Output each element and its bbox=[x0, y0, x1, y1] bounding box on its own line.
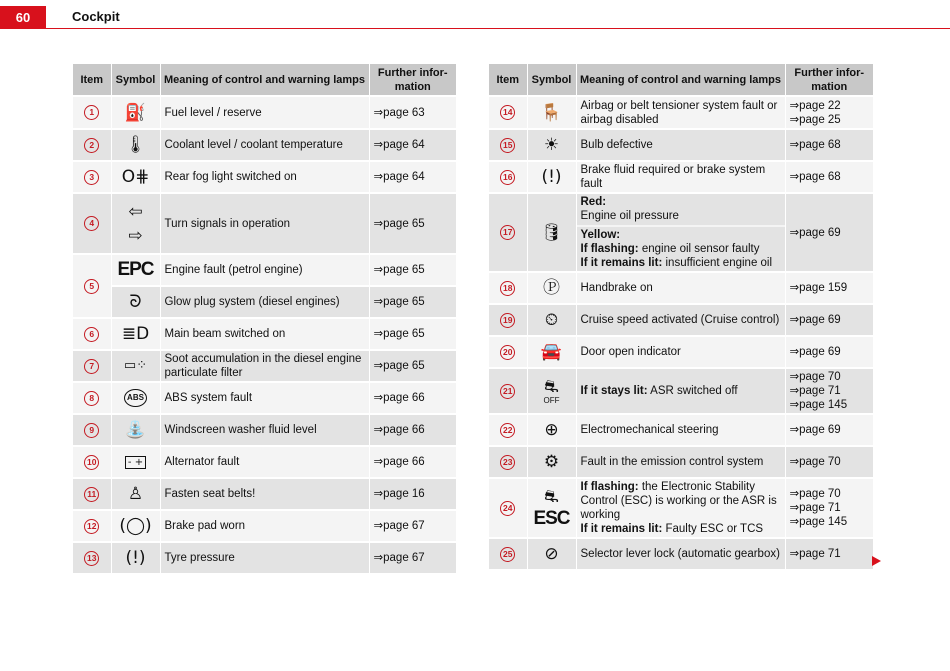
meaning-text: ABS system fault bbox=[160, 382, 369, 414]
remains-lit-text: insufficient engine oil bbox=[662, 257, 773, 269]
esc-icon: ESC bbox=[533, 508, 570, 529]
page-reference[interactable]: ⇒page 69 bbox=[785, 193, 873, 272]
column-header-further: Further infor-mation bbox=[369, 64, 456, 96]
meaning-text: Soot accumulation in the diesel engine particulate filter bbox=[160, 350, 369, 382]
page-number: 60 bbox=[0, 6, 46, 29]
page-reference[interactable]: ⇒page 70 bbox=[789, 371, 841, 383]
table-row bbox=[489, 96, 873, 129]
fuel-pump-icon: ⛽ bbox=[124, 102, 147, 123]
red-text: Engine oil pressure bbox=[580, 210, 679, 222]
meaning-text: Glow plug system (diesel engines) bbox=[160, 286, 369, 318]
table-row bbox=[489, 161, 873, 193]
brake-pad-icon: (◯) bbox=[119, 516, 152, 536]
meaning-text: Coolant level / coolant temperature bbox=[160, 129, 369, 161]
meaning-text: Fuel level / reserve bbox=[160, 96, 369, 129]
table-row bbox=[73, 446, 456, 478]
warning-lamps-table-right bbox=[489, 64, 873, 571]
bulb-icon: ☀ bbox=[543, 135, 560, 155]
page-reference[interactable]: ⇒page 145 bbox=[789, 516, 848, 528]
page-reference[interactable]: ⇒page 25 bbox=[789, 113, 841, 126]
traction-control-icon: ⛐ bbox=[544, 487, 559, 507]
glow-plug-icon: ᘐ bbox=[129, 292, 142, 312]
table-row bbox=[73, 350, 456, 382]
item-number: 15 bbox=[500, 138, 515, 153]
column-header-meaning: Meaning of control and warning lamps bbox=[576, 64, 785, 96]
item-number: 12 bbox=[84, 519, 99, 534]
item-number: 4 bbox=[84, 216, 99, 231]
item-number: 18 bbox=[500, 281, 515, 296]
meaning-text: Fasten seat belts! bbox=[160, 478, 369, 510]
meaning-text: Turn signals in operation bbox=[160, 193, 369, 254]
table-row bbox=[489, 368, 873, 414]
item-number: 10 bbox=[84, 455, 99, 470]
item-number: 11 bbox=[84, 487, 99, 502]
page-reference[interactable]: ⇒page 71 bbox=[785, 538, 873, 570]
page-reference[interactable]: ⇒page 67 bbox=[369, 510, 456, 542]
item-number: 17 bbox=[500, 225, 515, 240]
item-number: 2 bbox=[84, 138, 99, 153]
meaning-text: Rear fog light switched on bbox=[160, 161, 369, 193]
meaning-text: Handbrake on bbox=[576, 272, 785, 304]
item-number: 25 bbox=[500, 547, 515, 562]
page-reference[interactable]: ⇒page 65 bbox=[369, 193, 456, 254]
page-reference[interactable]: ⇒page 63 bbox=[369, 96, 456, 129]
oil-can-icon: 🛢 bbox=[540, 222, 563, 243]
meaning-text: Cruise speed activated (Cruise control) bbox=[576, 304, 785, 336]
table-row bbox=[73, 193, 456, 254]
table-row bbox=[73, 286, 456, 318]
selector-lock-icon: ⊘ bbox=[544, 544, 559, 564]
item-number: 6 bbox=[84, 327, 99, 342]
page-reference[interactable]: ⇒page 71 bbox=[789, 502, 841, 514]
page-reference[interactable]: ⇒page 66 bbox=[369, 382, 456, 414]
red-label: Red: bbox=[580, 196, 607, 208]
column-header-further: Further infor-mation bbox=[785, 64, 873, 96]
table-row bbox=[73, 478, 456, 510]
flashing-text: the Electronic Stability Control (ESC) is working or the ASR is working bbox=[580, 481, 777, 521]
table-row bbox=[73, 542, 456, 574]
table-row bbox=[489, 304, 873, 336]
item-number: 1 bbox=[84, 105, 99, 120]
item-number: 20 bbox=[500, 345, 515, 360]
table-row bbox=[73, 129, 456, 161]
page-reference[interactable]: ⇒page 16 bbox=[369, 478, 456, 510]
item-number: 8 bbox=[84, 391, 99, 406]
table-row bbox=[73, 161, 456, 193]
meaning-cell bbox=[576, 193, 785, 272]
page-reference[interactable]: ⇒page 68 bbox=[785, 161, 873, 193]
table-row bbox=[489, 129, 873, 161]
page-reference[interactable]: ⇒page 66 bbox=[369, 414, 456, 446]
column-header-item: Item bbox=[73, 64, 111, 96]
engine-check-icon: ⚙ bbox=[543, 452, 560, 472]
yellow-label: Yellow: bbox=[580, 229, 621, 241]
continue-arrow-icon bbox=[872, 556, 881, 566]
meaning-cell bbox=[576, 368, 785, 414]
cruise-control-icon: ⏲ bbox=[544, 310, 559, 330]
washer-fluid-icon: ⛲ bbox=[124, 420, 147, 440]
remains-lit-label: If it remains lit: bbox=[580, 523, 663, 535]
battery-icon: - + bbox=[125, 456, 146, 469]
page-reference[interactable]: ⇒page 65 bbox=[369, 254, 456, 286]
meaning-text: Bulb defective bbox=[576, 129, 785, 161]
meaning-text: Door open indicator bbox=[576, 336, 785, 368]
item-number: 22 bbox=[500, 423, 515, 438]
meaning-text: Brake pad worn bbox=[160, 510, 369, 542]
meaning-text: Airbag or belt tensioner system fault or airbag disabled bbox=[576, 96, 785, 129]
page-reference[interactable]: ⇒page 22 bbox=[789, 99, 841, 112]
meaning-text: Tyre pressure bbox=[160, 542, 369, 574]
seat-belt-icon: ♙ bbox=[127, 484, 144, 504]
page-reference[interactable]: ⇒page 71 bbox=[789, 385, 841, 397]
page-reference[interactable]: ⇒page 68 bbox=[785, 129, 873, 161]
table-row bbox=[489, 446, 873, 478]
item-number: 16 bbox=[500, 170, 515, 185]
item-number: 14 bbox=[500, 105, 515, 120]
meaning-text: Main beam switched on bbox=[160, 318, 369, 350]
page-reference[interactable]: ⇒page 66 bbox=[369, 446, 456, 478]
table-row bbox=[489, 272, 873, 304]
page-reference[interactable]: ⇒page 64 bbox=[369, 161, 456, 193]
page-reference[interactable]: ⇒page 159 bbox=[785, 272, 873, 304]
item-number: 13 bbox=[84, 551, 99, 566]
table-row bbox=[489, 336, 873, 368]
page-reference[interactable]: ⇒page 69 bbox=[785, 304, 873, 336]
table-row bbox=[73, 510, 456, 542]
stays-lit-label: If it stays lit: bbox=[580, 385, 648, 397]
page-header bbox=[0, 0, 950, 29]
meaning-text: Brake fluid required or brake system fault bbox=[576, 161, 785, 193]
flashing-label: If flashing: bbox=[580, 243, 639, 255]
flashing-text: engine oil sensor faulty bbox=[638, 243, 760, 255]
table-row bbox=[489, 478, 873, 538]
meaning-text: Engine fault (petrol engine) bbox=[160, 254, 369, 286]
page-reference[interactable]: ⇒page 65 bbox=[369, 318, 456, 350]
meaning-text: Fault in the emission control system bbox=[576, 446, 785, 478]
meaning-text: Windscreen washer fluid level bbox=[160, 414, 369, 446]
table-row bbox=[489, 193, 873, 272]
steering-wheel-icon: ⊕ bbox=[544, 420, 559, 440]
rear-fog-light-icon: O⋕ bbox=[121, 167, 150, 187]
page-reference[interactable]: ⇒page 145 bbox=[789, 399, 848, 411]
item-number: 5 bbox=[84, 279, 99, 294]
item-number: 19 bbox=[500, 313, 515, 328]
item-number: 24 bbox=[500, 501, 515, 516]
page-reference[interactable]: ⇒page 65 bbox=[369, 350, 456, 382]
stays-lit-text: ASR switched off bbox=[647, 385, 738, 397]
brake-warning-icon: (!) bbox=[541, 167, 562, 187]
abs-icon: ABS bbox=[124, 389, 147, 407]
airbag-icon: 🪑 bbox=[540, 102, 563, 123]
column-header-item: Item bbox=[489, 64, 527, 96]
item-number: 3 bbox=[84, 170, 99, 185]
page-reference[interactable]: ⇒page 67 bbox=[369, 542, 456, 574]
door-open-icon: 🚘 bbox=[540, 342, 563, 362]
diesel-particulate-filter-icon: ▭⁘ bbox=[123, 358, 148, 373]
coolant-temperature-icon: 🌡 bbox=[124, 135, 147, 155]
page-title: Cockpit bbox=[72, 9, 120, 24]
turn-right-icon: ⇨ bbox=[128, 225, 143, 246]
column-header-symbol: Symbol bbox=[111, 64, 160, 96]
epc-icon: EPC bbox=[117, 259, 154, 280]
page-reference[interactable]: ⇒page 70 bbox=[785, 446, 873, 478]
meaning-text: Alternator fault bbox=[160, 446, 369, 478]
remains-lit-label: If it remains lit: bbox=[580, 257, 663, 269]
warning-lamps-table-left bbox=[73, 64, 456, 575]
header-rule bbox=[46, 28, 950, 29]
column-header-meaning: Meaning of control and warning lamps bbox=[160, 64, 369, 96]
traction-control-icon: ⛐ bbox=[544, 376, 559, 397]
main-beam-icon: ≣D bbox=[121, 324, 150, 344]
item-number: 21 bbox=[500, 384, 515, 399]
page-reference[interactable]: ⇒page 64 bbox=[369, 129, 456, 161]
page-reference[interactable]: ⇒page 70 bbox=[789, 488, 841, 500]
table-row bbox=[489, 414, 873, 446]
page-reference[interactable]: ⇒page 65 bbox=[369, 286, 456, 318]
page-reference[interactable]: ⇒page 69 bbox=[785, 414, 873, 446]
item-number: 23 bbox=[500, 455, 515, 470]
turn-left-icon: ⇦ bbox=[128, 201, 143, 222]
flashing-label: If flashing: bbox=[580, 481, 639, 493]
table-row bbox=[73, 414, 456, 446]
page-reference[interactable]: ⇒page 69 bbox=[785, 336, 873, 368]
table-row bbox=[489, 538, 873, 570]
meaning-text: Electromechanical steering bbox=[576, 414, 785, 446]
table-row bbox=[73, 96, 456, 129]
column-header-symbol: Symbol bbox=[527, 64, 576, 96]
tyre-pressure-icon: (!) bbox=[125, 548, 146, 568]
meaning-cell bbox=[576, 478, 785, 538]
table-row bbox=[73, 318, 456, 350]
table-row bbox=[73, 254, 456, 286]
traction-off-label: OFF bbox=[543, 395, 560, 405]
remains-lit-text: Faulty ESC or TCS bbox=[662, 523, 764, 535]
item-number: 9 bbox=[84, 423, 99, 438]
parking-brake-icon: Ⓟ bbox=[543, 278, 560, 298]
table-row bbox=[73, 382, 456, 414]
item-number: 7 bbox=[84, 359, 99, 374]
meaning-text: Selector lever lock (automatic gearbox) bbox=[576, 538, 785, 570]
